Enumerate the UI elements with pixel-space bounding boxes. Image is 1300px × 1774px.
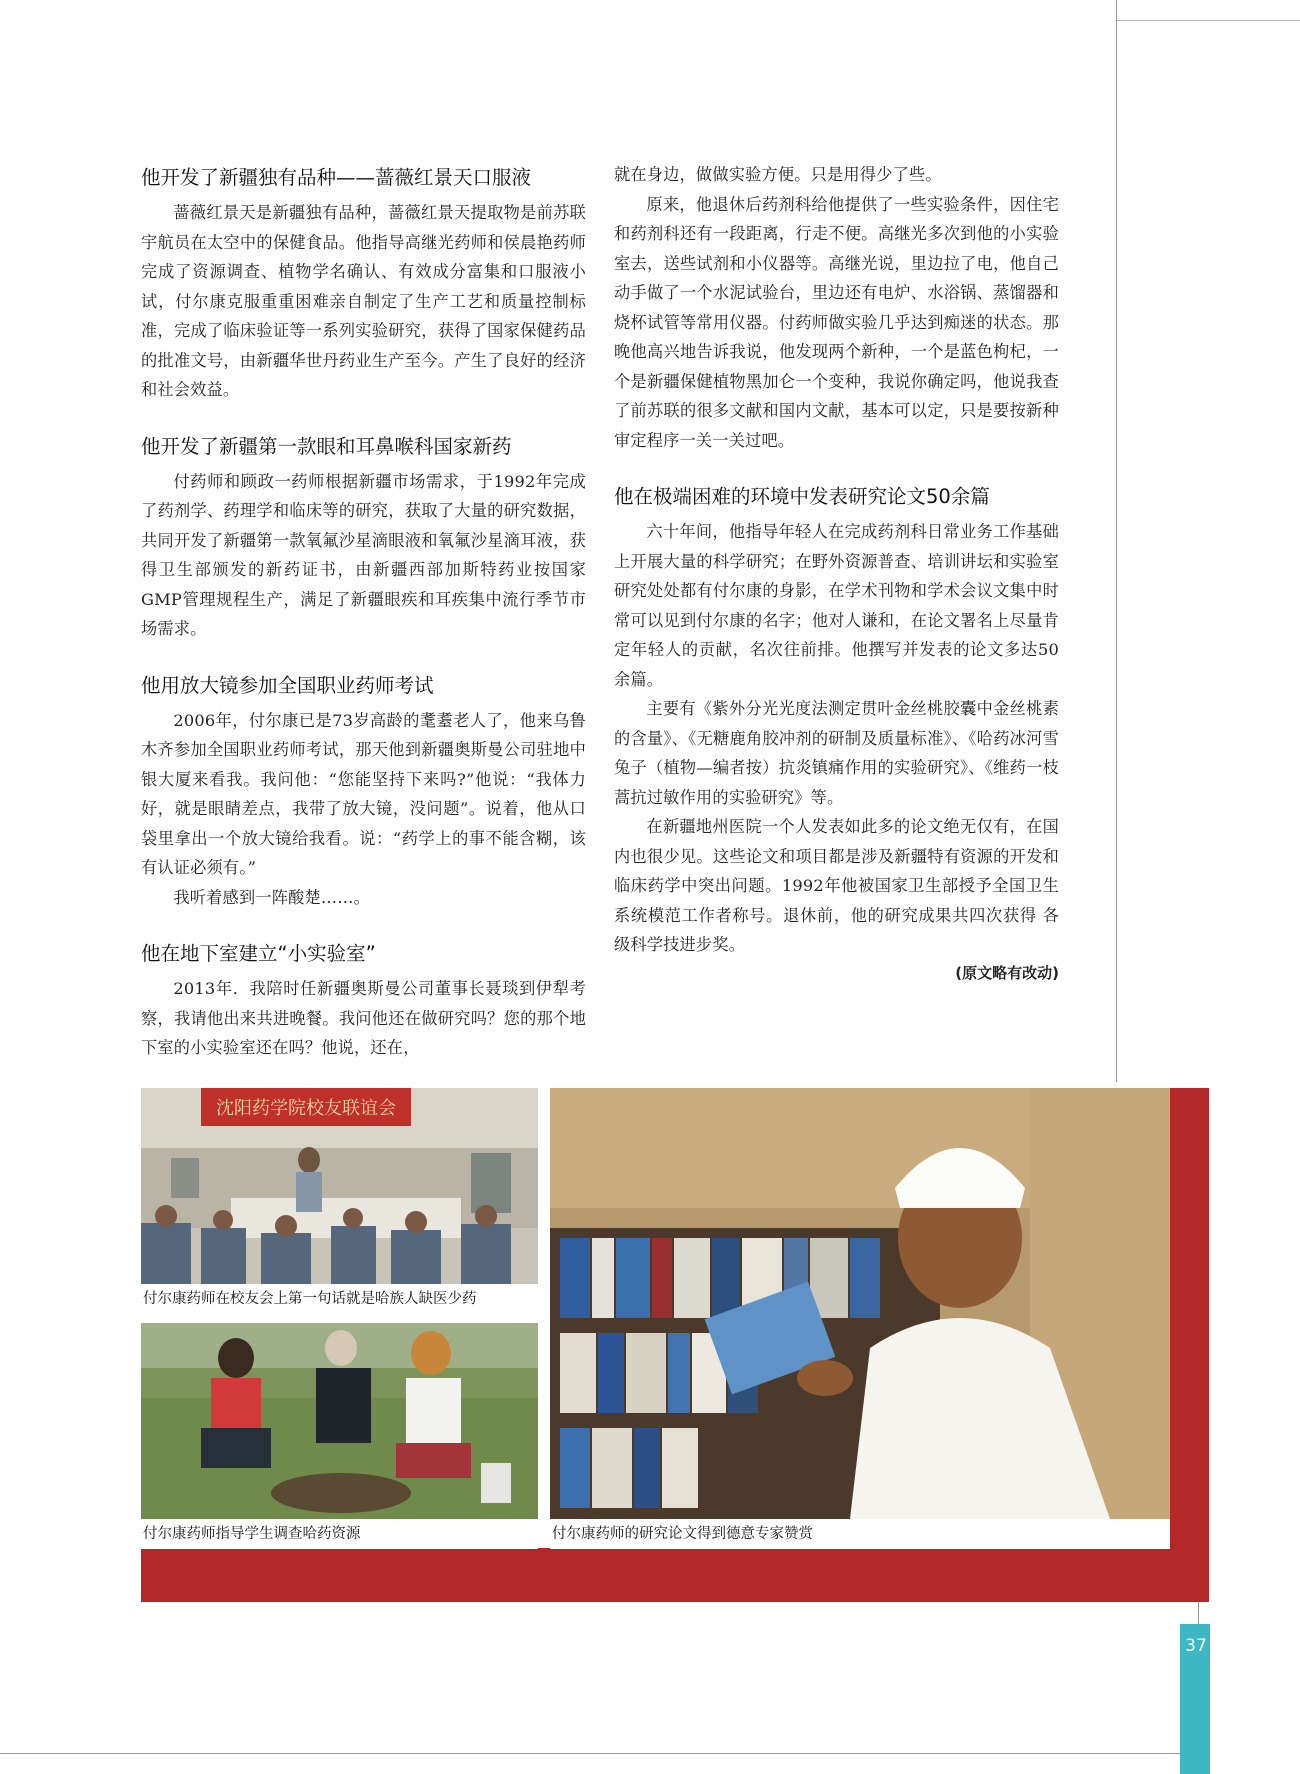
source-note: (原文略有改动) [955, 963, 1059, 982]
photo-caption: 付尔康药师在校友会上第一句话就是哈族人缺医少药 [141, 1284, 538, 1316]
body-paragraph: 蔷薇红景天是新疆独有品种，蔷薇红景天提取物是前苏联宇航员在太空中的保健食品。他指导高继光药师和侯晨艳药师完成了资源调查、植物学名确认、有效成分富集和口服液小试，付尔康克服重重困难亲自制定了生产工艺和质量控制标准，完成了临床验证等一系列实验研究，获得了国家保健药品的批准文号，由新疆华世丹药业生产至今。产生了良好的经济和社会效益。 [141, 203, 586, 399]
body-paragraph: 我听着感到一阵酸楚……。 [173, 887, 371, 907]
section-heading: 他在地下室建立“小实验室” [141, 942, 376, 965]
left-column [141, 162, 586, 1063]
portrait-bookshelf-photo [550, 1088, 1170, 1519]
page-number: 37 [1185, 1636, 1207, 1656]
section-heading: 他开发了新疆第一款眼和耳鼻喉科国家新药 [141, 434, 512, 458]
photo-caption: 付尔康药师的研究论文得到德意专家赞赏 [550, 1519, 1170, 1549]
top-rule [1116, 20, 1300, 21]
field-survey-photo [141, 1323, 538, 1519]
body-paragraph: 主要有《紫外分光光度法测定贯叶金丝桃胶囊中金丝桃素的含量》、《无糖鹿角胶冲剂的研制及质量标准》、《哈药冰河雪兔子（植物—编者按）抗炎镇痛作用的实验研究》、《维药一枝蒿抗过敏作用的实验研究》等。 [614, 699, 1059, 807]
body-paragraph: 在新疆地州医院一个人发表如此多的论文绝无仅有，在国内也很少见。这些论文和项目都是涉及新疆特有资源的开发和临床药学中突出问题。1992年他被国家卫生部授予全国卫生系统模范工作者称号。退休前，他的研究成果共四次获得 各级科学技进步奖。 [614, 817, 1059, 954]
section-heading: 他用放大镜参加全国职业药师考试 [141, 673, 434, 697]
body-paragraph: 六十年间，他指导年轻人在完成药剂科日常业务工作基础上开展大量的科学研究；在野外资源普查、培训讲坛和实验室研究处处都有付尔康的身影，在学术刊物和学术会议文集中时常可以见到付尔康的名字；他对人谦和，在论文署名上尽量肯定年轻人的贡献，名次往前排。他撰写并发表的论文多达50余篇。 [614, 522, 1059, 689]
photo-caption: 付尔康药师指导学生调查哈药资源 [141, 1519, 538, 1549]
body-paragraph: 2013年．我陪时任新疆奥斯曼公司董事长聂琰到伊犁考察，我请他出来共进晚餐。我问他还在做研究吗？您的那个地下室的小实验室还在吗？他说，还在， [141, 979, 586, 1057]
banner-text: 沈阳药学院校友联谊会 [216, 1098, 396, 1119]
red-accent-band [141, 1548, 1209, 1602]
bottom-rule [0, 1753, 1198, 1754]
section-heading: 他开发了新疆独有品种——蔷薇红景天口服液 [141, 166, 532, 189]
body-paragraph-continued: 就在身边，做做实验方便。只是用得少了些。 [614, 165, 942, 184]
column-rule [1116, 0, 1117, 1082]
red-accent-side [1170, 1088, 1209, 1558]
right-column [614, 160, 1059, 983]
section-heading: 他在极端困难的环境中发表研究论文50余篇 [614, 485, 990, 508]
body-paragraph: 付药师和顾政一药师根据新疆市场需求，于1992年完成了药剂学、药理学和临床等的研究，获取了大量的研究数据，共同开发了新疆第一款氧氟沙星滴眼液和氧氟沙星滴耳液，获得卫生部颁发的新药证书，由新疆西部加斯特药业按国家GMP管理规程生产，满足了新疆眼疾和耳疾集中流行季节市场需求。 [141, 471, 586, 638]
body-paragraph: 原来，他退休后药剂科给他提供了一些实验条件，因住宅和药剂科还有一段距离，行走不便。高继光多次到他的小实验室去，送些试剂和小仪器等。高继光说，里边拉了电，他自己动手做了一个水泥试验台，里边还有电炉、水浴锅、蒸馏器和烧杯试管等常用仪器。付药师做实验几乎达到痴迷的状态。那晚他高兴地告诉我说，他发现两个新种，一个是蓝色枸杞，一个是新疆保健植物黑加仑一个变种，我说你确定吗，他说我查了前苏联的很多文献和国内文献，基本可以定，只是要按新种审定程序一关一关过吧。 [614, 194, 1059, 450]
alumni-meeting-photo [141, 1088, 538, 1284]
body-paragraph: 2006年，付尔康已是73岁高龄的耄耋老人了，他来乌鲁木齐参加全国职业药师考试，那天他到新疆奥斯曼公司驻地中银大厦来看我。我问他：“您能坚持下来吗?”他说：“我体力好，就是眼睛差点，我带了放大镜，没问题”。说着，他从口袋里拿出一个放大镜给我看。说：“药学上的事不能含糊，该有认证必须有。” [141, 710, 586, 877]
